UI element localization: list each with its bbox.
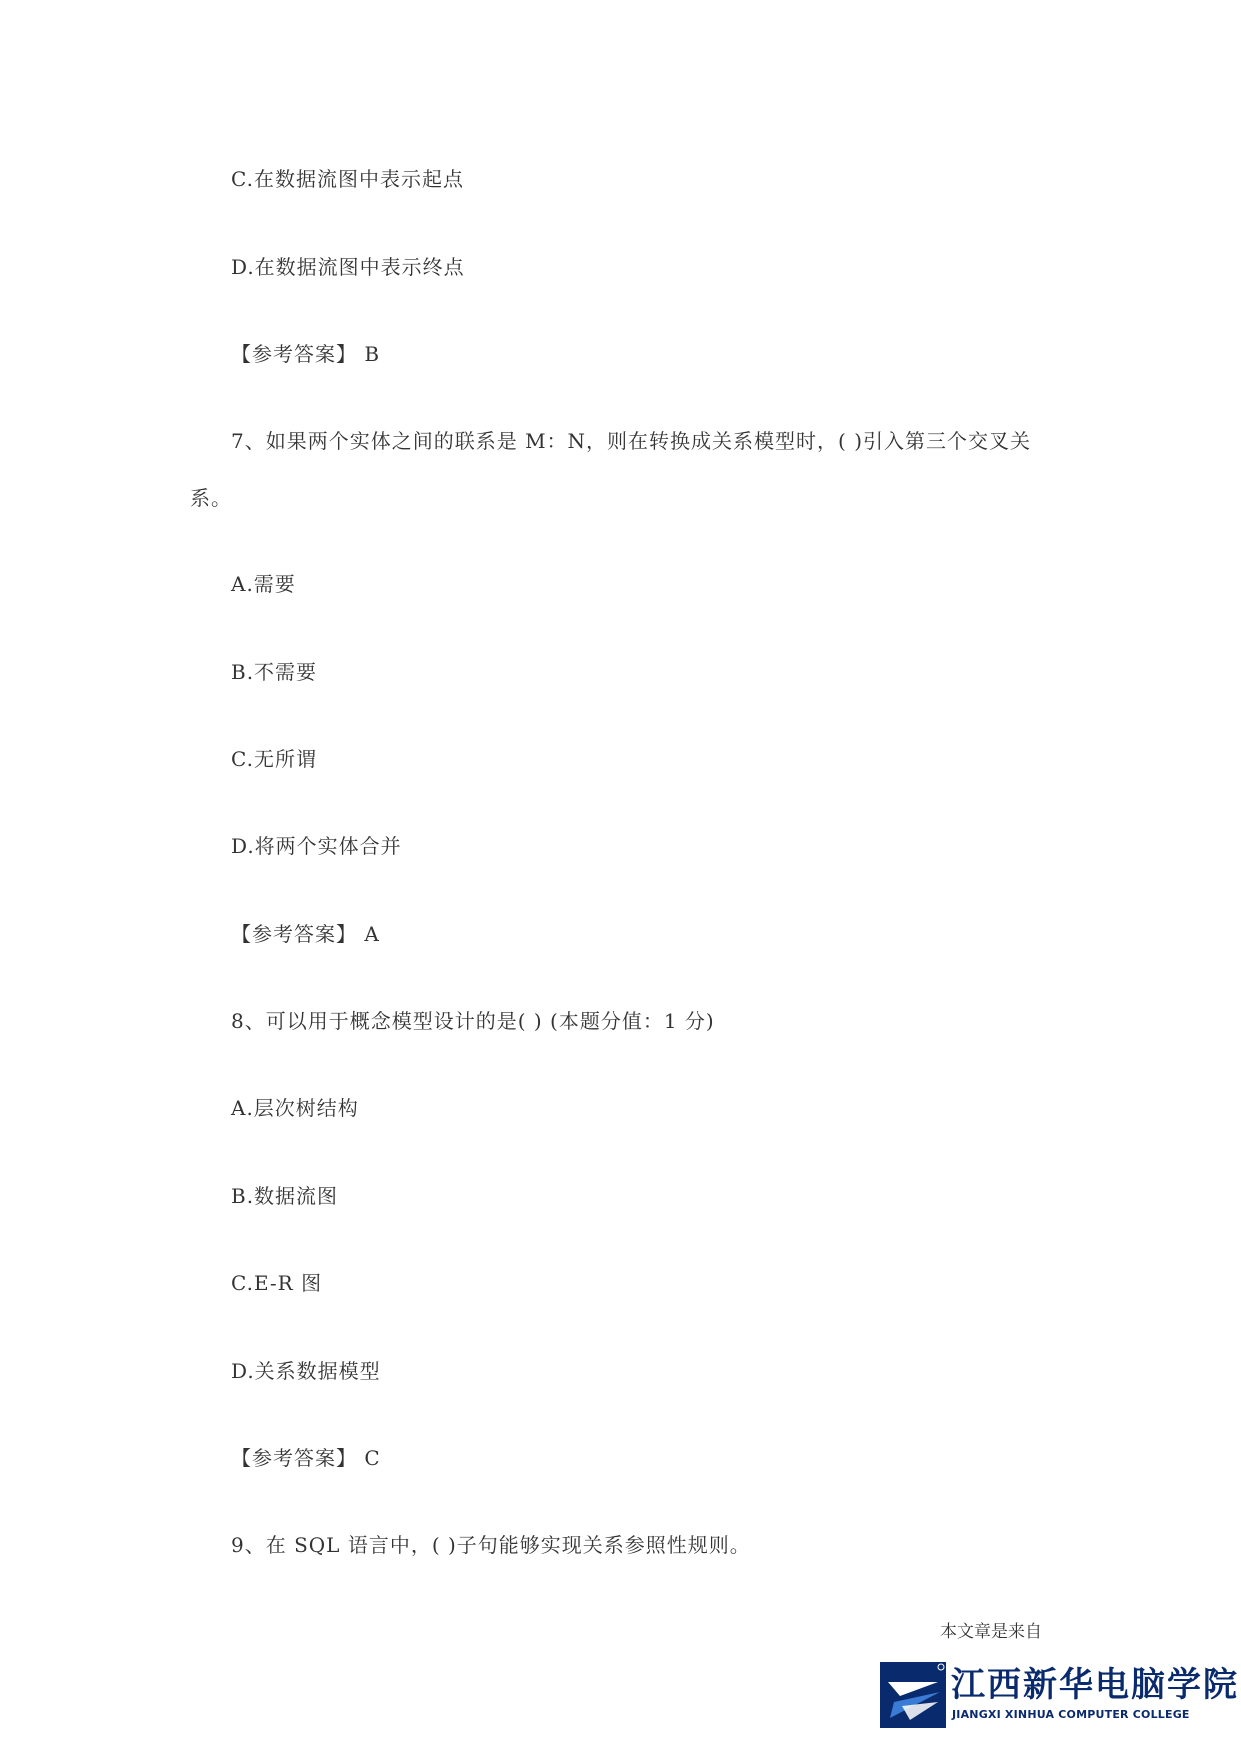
answer-q6: 【参考答案】 B — [231, 342, 381, 366]
college-emblem-icon — [880, 1662, 946, 1728]
option-d-q7: D.将两个实体合并 — [231, 834, 402, 858]
option-a-q7: A.需要 — [231, 572, 296, 596]
option-c-q7: C.无所谓 — [231, 747, 317, 771]
answer-q7: 【参考答案】 A — [231, 922, 380, 946]
option-b-q8: B.数据流图 — [231, 1184, 339, 1208]
option-c-q6: C.在数据流图中表示起点 — [231, 167, 464, 191]
college-logo — [880, 1660, 1239, 1730]
option-a-q8: A.层次树结构 — [231, 1096, 359, 1120]
source-label: 本文章是来自 — [940, 1622, 1042, 1642]
logo-name-cn: 江西新华电脑学院 — [951, 1665, 1239, 1705]
logo-name-en: JIANGXI XINHUA COMPUTER COLLEGE — [952, 1708, 1190, 1721]
option-d-q8: D.关系数据模型 — [231, 1359, 381, 1383]
question-7-cont: 系。 — [190, 486, 232, 510]
option-b-q7: B.不需要 — [231, 660, 318, 684]
question-8: 8、可以用于概念模型设计的是( ) (本题分值：1 分) — [231, 1009, 715, 1033]
answer-q8: 【参考答案】 C — [231, 1446, 381, 1470]
question-7: 7、如果两个实体之间的联系是 M：N，则在转换成关系模型时，( )引入第三个交叉关 — [231, 429, 1032, 453]
question-9: 9、在 SQL 语言中，( )子句能够实现关系参照性规则。 — [231, 1533, 751, 1557]
option-c-q8: C.E-R 图 — [231, 1271, 323, 1295]
option-d-q6: D.在数据流图中表示终点 — [231, 255, 465, 279]
